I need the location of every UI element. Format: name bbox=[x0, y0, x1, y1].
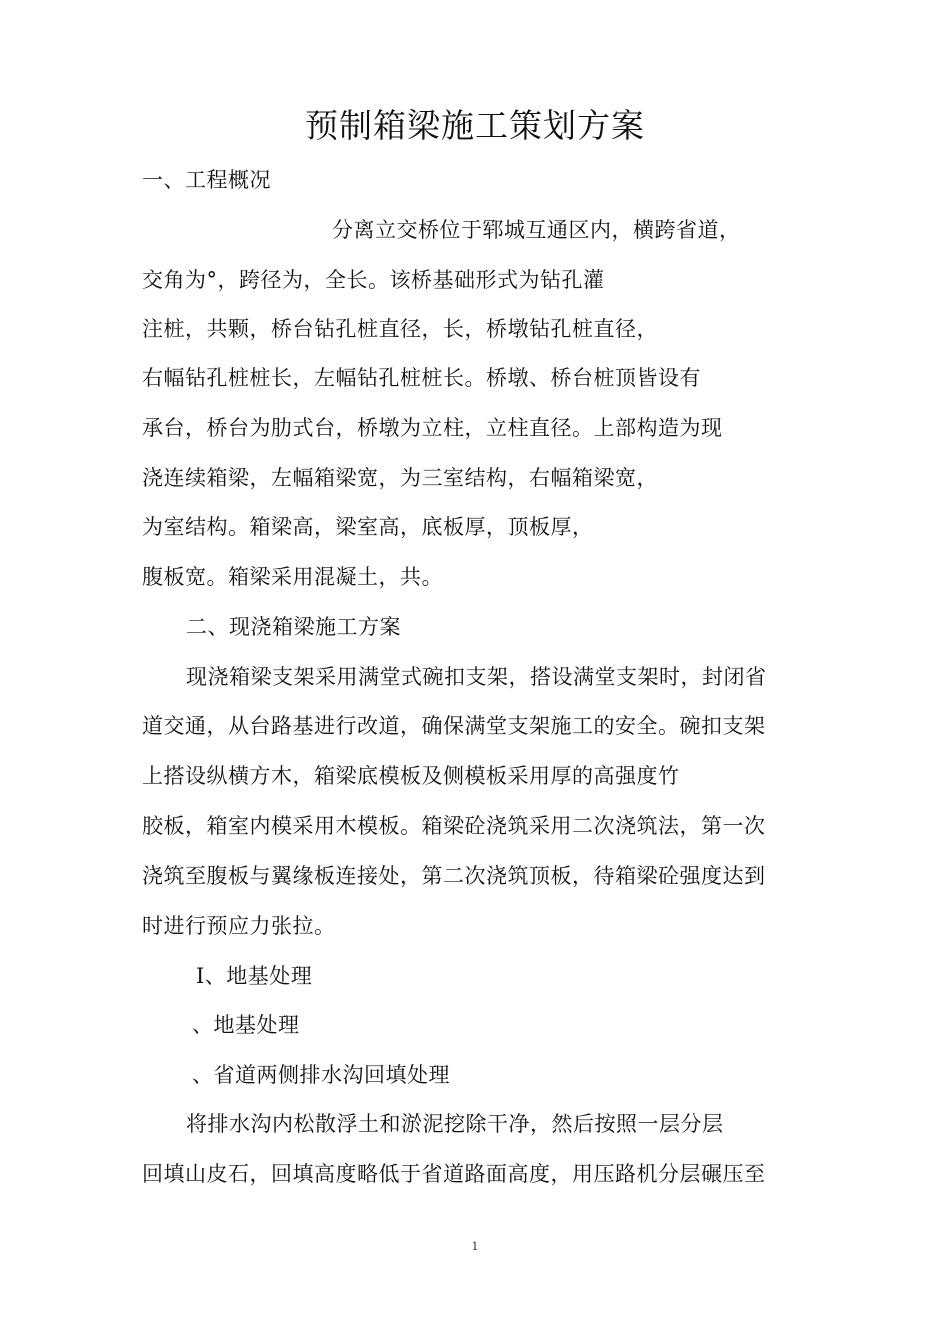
paragraph-line: 浇连续箱梁，左幅箱梁宽，为三室结构，右幅箱梁宽， bbox=[142, 466, 658, 490]
paragraph-line: 将排水沟内松散浮土和淤泥挖除干净，然后按照一层分层 bbox=[186, 1112, 724, 1136]
paragraph-line: 现浇箱梁支架采用满堂式碗扣支架，搭设满堂支架时，封闭省 bbox=[186, 665, 767, 689]
section-heading-overview: 一、工程概况 bbox=[142, 168, 271, 192]
paragraph-line: 交角为°，跨径为，全长。该桥基础形式为钻孔灌 bbox=[142, 268, 605, 292]
paragraph-line: 上搭设纵横方木，箱梁底模板及侧模板采用厚的高强度竹 bbox=[142, 764, 680, 788]
paragraph-line: 胶板，箱室内模采用木模板。箱梁砼浇筑采用二次浇筑法，第一次 bbox=[142, 814, 766, 838]
paragraph-line: 为室结构。箱梁高，梁室高，底板厚，顶板厚， bbox=[142, 515, 594, 539]
paragraph-line: 分离立交桥位于郓城互通区内，横跨省道， bbox=[332, 218, 741, 242]
paragraph-line: 注桩，共颗，桥台钻孔桩直径，长，桥墩钻孔桩直径， bbox=[142, 317, 658, 341]
paragraph-line: 回填山皮石，回填高度略低于省道路面高度，用压路机分层碾压至 bbox=[142, 1162, 766, 1186]
paragraph-line: 道交通，从台路基进行改道，确保满堂支架施工的安全。碗扣支架 bbox=[142, 714, 766, 738]
subsection-heading: Ⅰ、地基处理 bbox=[196, 964, 313, 988]
paragraph-line: 腹板宽。箱梁采用混凝土，共。 bbox=[142, 565, 443, 589]
subsection-heading: 、地基处理 bbox=[192, 1013, 300, 1037]
page-number: 1 bbox=[471, 1240, 479, 1253]
document-title: 预制箱梁施工策划方案 bbox=[305, 106, 645, 145]
paragraph-line: 时进行预应力张拉。 bbox=[142, 914, 336, 938]
subsection-heading: 、省道两侧排水沟回填处理 bbox=[192, 1063, 450, 1087]
paragraph-line: 右幅钻孔桩桩长，左幅钻孔桩桩长。桥墩、桥台桩顶皆设有 bbox=[142, 366, 701, 390]
paragraph-line: 承台，桥台为肋式台，桥墩为立柱，立柱直径。上部构造为现 bbox=[142, 416, 723, 440]
paragraph-line: 浇筑至腹板与翼缘板连接处，第二次浇筑顶板，待箱梁砼强度达到 bbox=[142, 864, 766, 888]
section-heading-plan: 二、现浇箱梁施工方案 bbox=[186, 615, 401, 639]
